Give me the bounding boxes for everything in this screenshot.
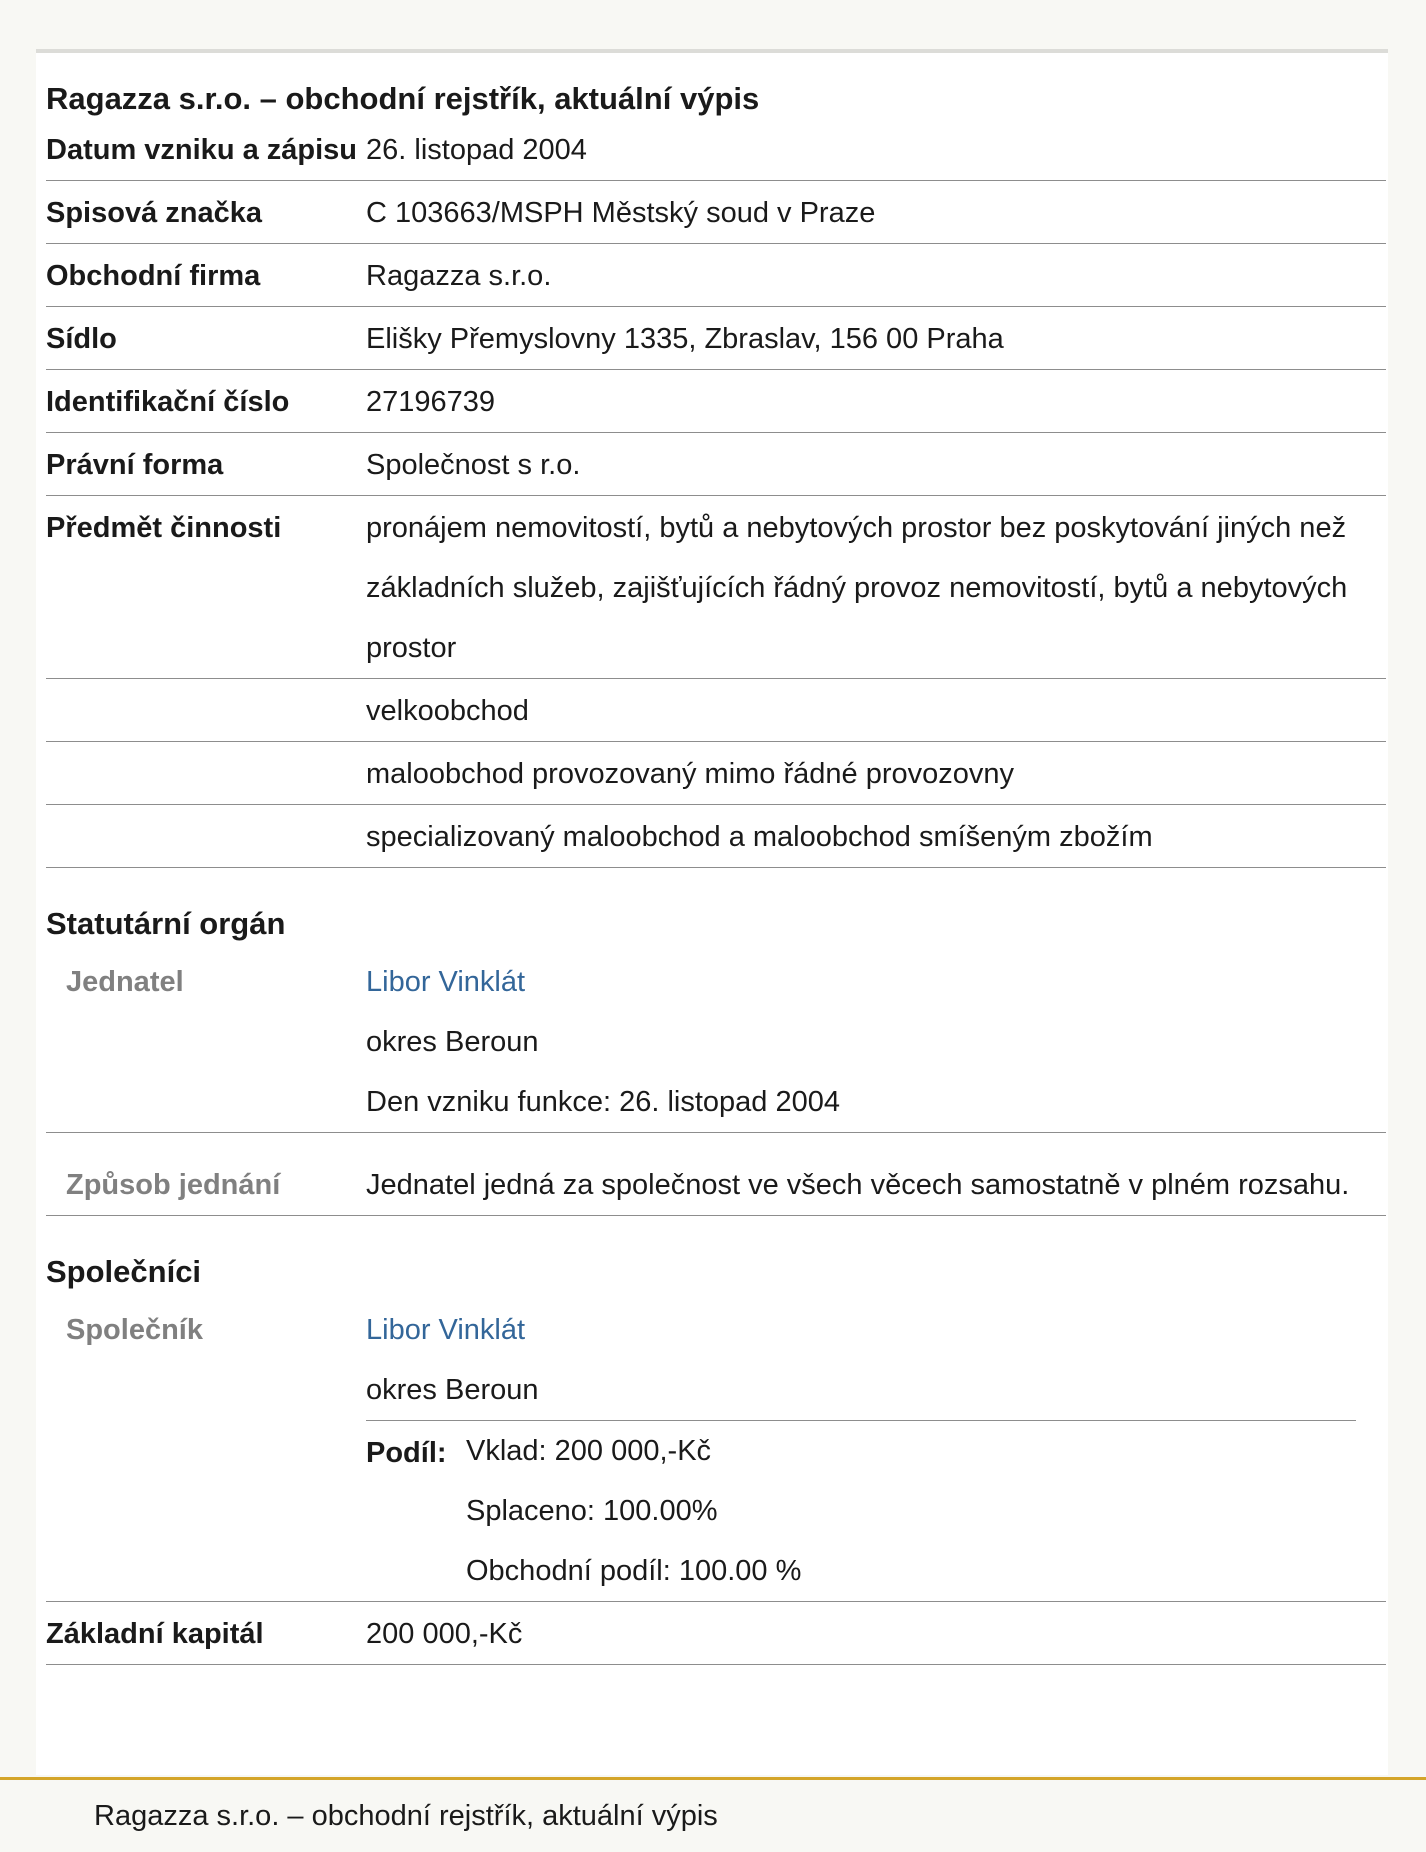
label-datum-vzniku: Datum vzniku a zápisu [46, 134, 358, 166]
podil-label: Podíl: [366, 1437, 447, 1469]
jednatel-okres: okres Beroun [366, 1026, 539, 1058]
footer-caption: Ragazza s.r.o. – obchodní rejstřík, aktuální výpis [94, 1800, 718, 1832]
value-predmet-3: maloobchod provozovaný mimo řádné provozovny [366, 758, 1015, 790]
label-spisova-znacka: Spisová značka [46, 197, 262, 229]
row-spisova-znacka [46, 181, 1386, 244]
jednatel-den-vzniku-funkce: Den vzniku funkce: 26. listopad 2004 [366, 1086, 840, 1118]
row-obchodni-firma [46, 244, 1386, 307]
value-datum-vzniku: 26. listopad 2004 [366, 134, 587, 166]
register-content [46, 53, 1386, 1665]
value-jednatel [366, 950, 1386, 1132]
label-spolecnik: Společník [66, 1314, 203, 1346]
row-sidlo [46, 307, 1386, 370]
row-predmet-cinnosti-1 [46, 496, 1386, 679]
value-sidlo: Elišky Přemyslovny 1335, Zbraslav, 156 00 Praha [366, 323, 1004, 355]
spolecnik-name-link[interactable]: Libor Vinklát [366, 1314, 526, 1346]
label-jednatel: Jednatel [66, 966, 184, 998]
row-datum-vzniku [46, 118, 1386, 181]
value-spisova-znacka: C 103663/MSPH Městský soud v Praze [366, 197, 876, 229]
jednatel-name-link[interactable]: Libor Vinklát [366, 966, 526, 998]
podil-block [366, 1421, 1386, 1601]
podil-obchodni-podil: Obchodní podíl: 100.00 % [466, 1555, 802, 1587]
value-zakladni-kapital: 200 000,-Kč [366, 1618, 523, 1650]
podil-splaceno: Splaceno: 100.00% [466, 1495, 718, 1527]
label-obchodni-firma: Obchodní firma [46, 260, 261, 292]
page-title: Ragazza s.r.o. – obchodní rejstřík, aktuální výpis [46, 81, 760, 116]
row-predmet-cinnosti-2 [46, 679, 1386, 742]
value-identifikacni-cislo: 27196739 [366, 386, 496, 418]
value-obchodni-firma: Ragazza s.r.o. [366, 260, 552, 292]
label-identifikacni-cislo: Identifikační číslo [46, 386, 290, 418]
value-predmet-4: specializovaný maloobchod a maloobchod smíšeným zbožím [366, 821, 1153, 853]
podil-vklad: Vklad: 200 000,-Kč [466, 1435, 712, 1467]
register-card [36, 53, 1388, 1775]
value-predmet-1: pronájem nemovitostí, bytů a nebytových prostor bez poskytování jiných než základních služeb, zajišťujících řádný provoz nemovitostí, bytů a nebytových prostor [366, 512, 1348, 664]
label-sidlo: Sídlo [46, 323, 117, 355]
row-jednatel [46, 950, 1386, 1133]
row-identifikacni-cislo [46, 370, 1386, 433]
row-spolecnik [46, 1298, 1386, 1602]
spolecnik-okres: okres Beroun [366, 1374, 539, 1406]
row-pravni-forma [46, 433, 1386, 496]
row-zpusob-jednani [46, 1133, 1386, 1216]
label-zpusob-jednani: Způsob jednání [66, 1169, 281, 1201]
value-zpusob-jednani: Jednatel jedná za společnost ve všech věcech samostatně v plném rozsahu. [366, 1169, 1350, 1201]
section-statutarni-organ: Statutární orgán [46, 906, 286, 941]
label-pravni-forma: Právní forma [46, 449, 224, 481]
row-predmet-cinnosti-4 [46, 805, 1386, 868]
label-predmet-cinnosti: Předmět činnosti [46, 512, 282, 544]
value-spolecnik [366, 1298, 1386, 1601]
value-pravni-forma: Společnost s r.o. [366, 449, 581, 481]
value-predmet-2: velkoobchod [366, 695, 529, 727]
row-predmet-cinnosti-3 [46, 742, 1386, 805]
row-zakladni-kapital [46, 1602, 1386, 1665]
footer-divider [0, 1777, 1426, 1780]
label-zakladni-kapital: Základní kapitál [46, 1618, 264, 1650]
section-spolecnici: Společníci [46, 1254, 202, 1289]
